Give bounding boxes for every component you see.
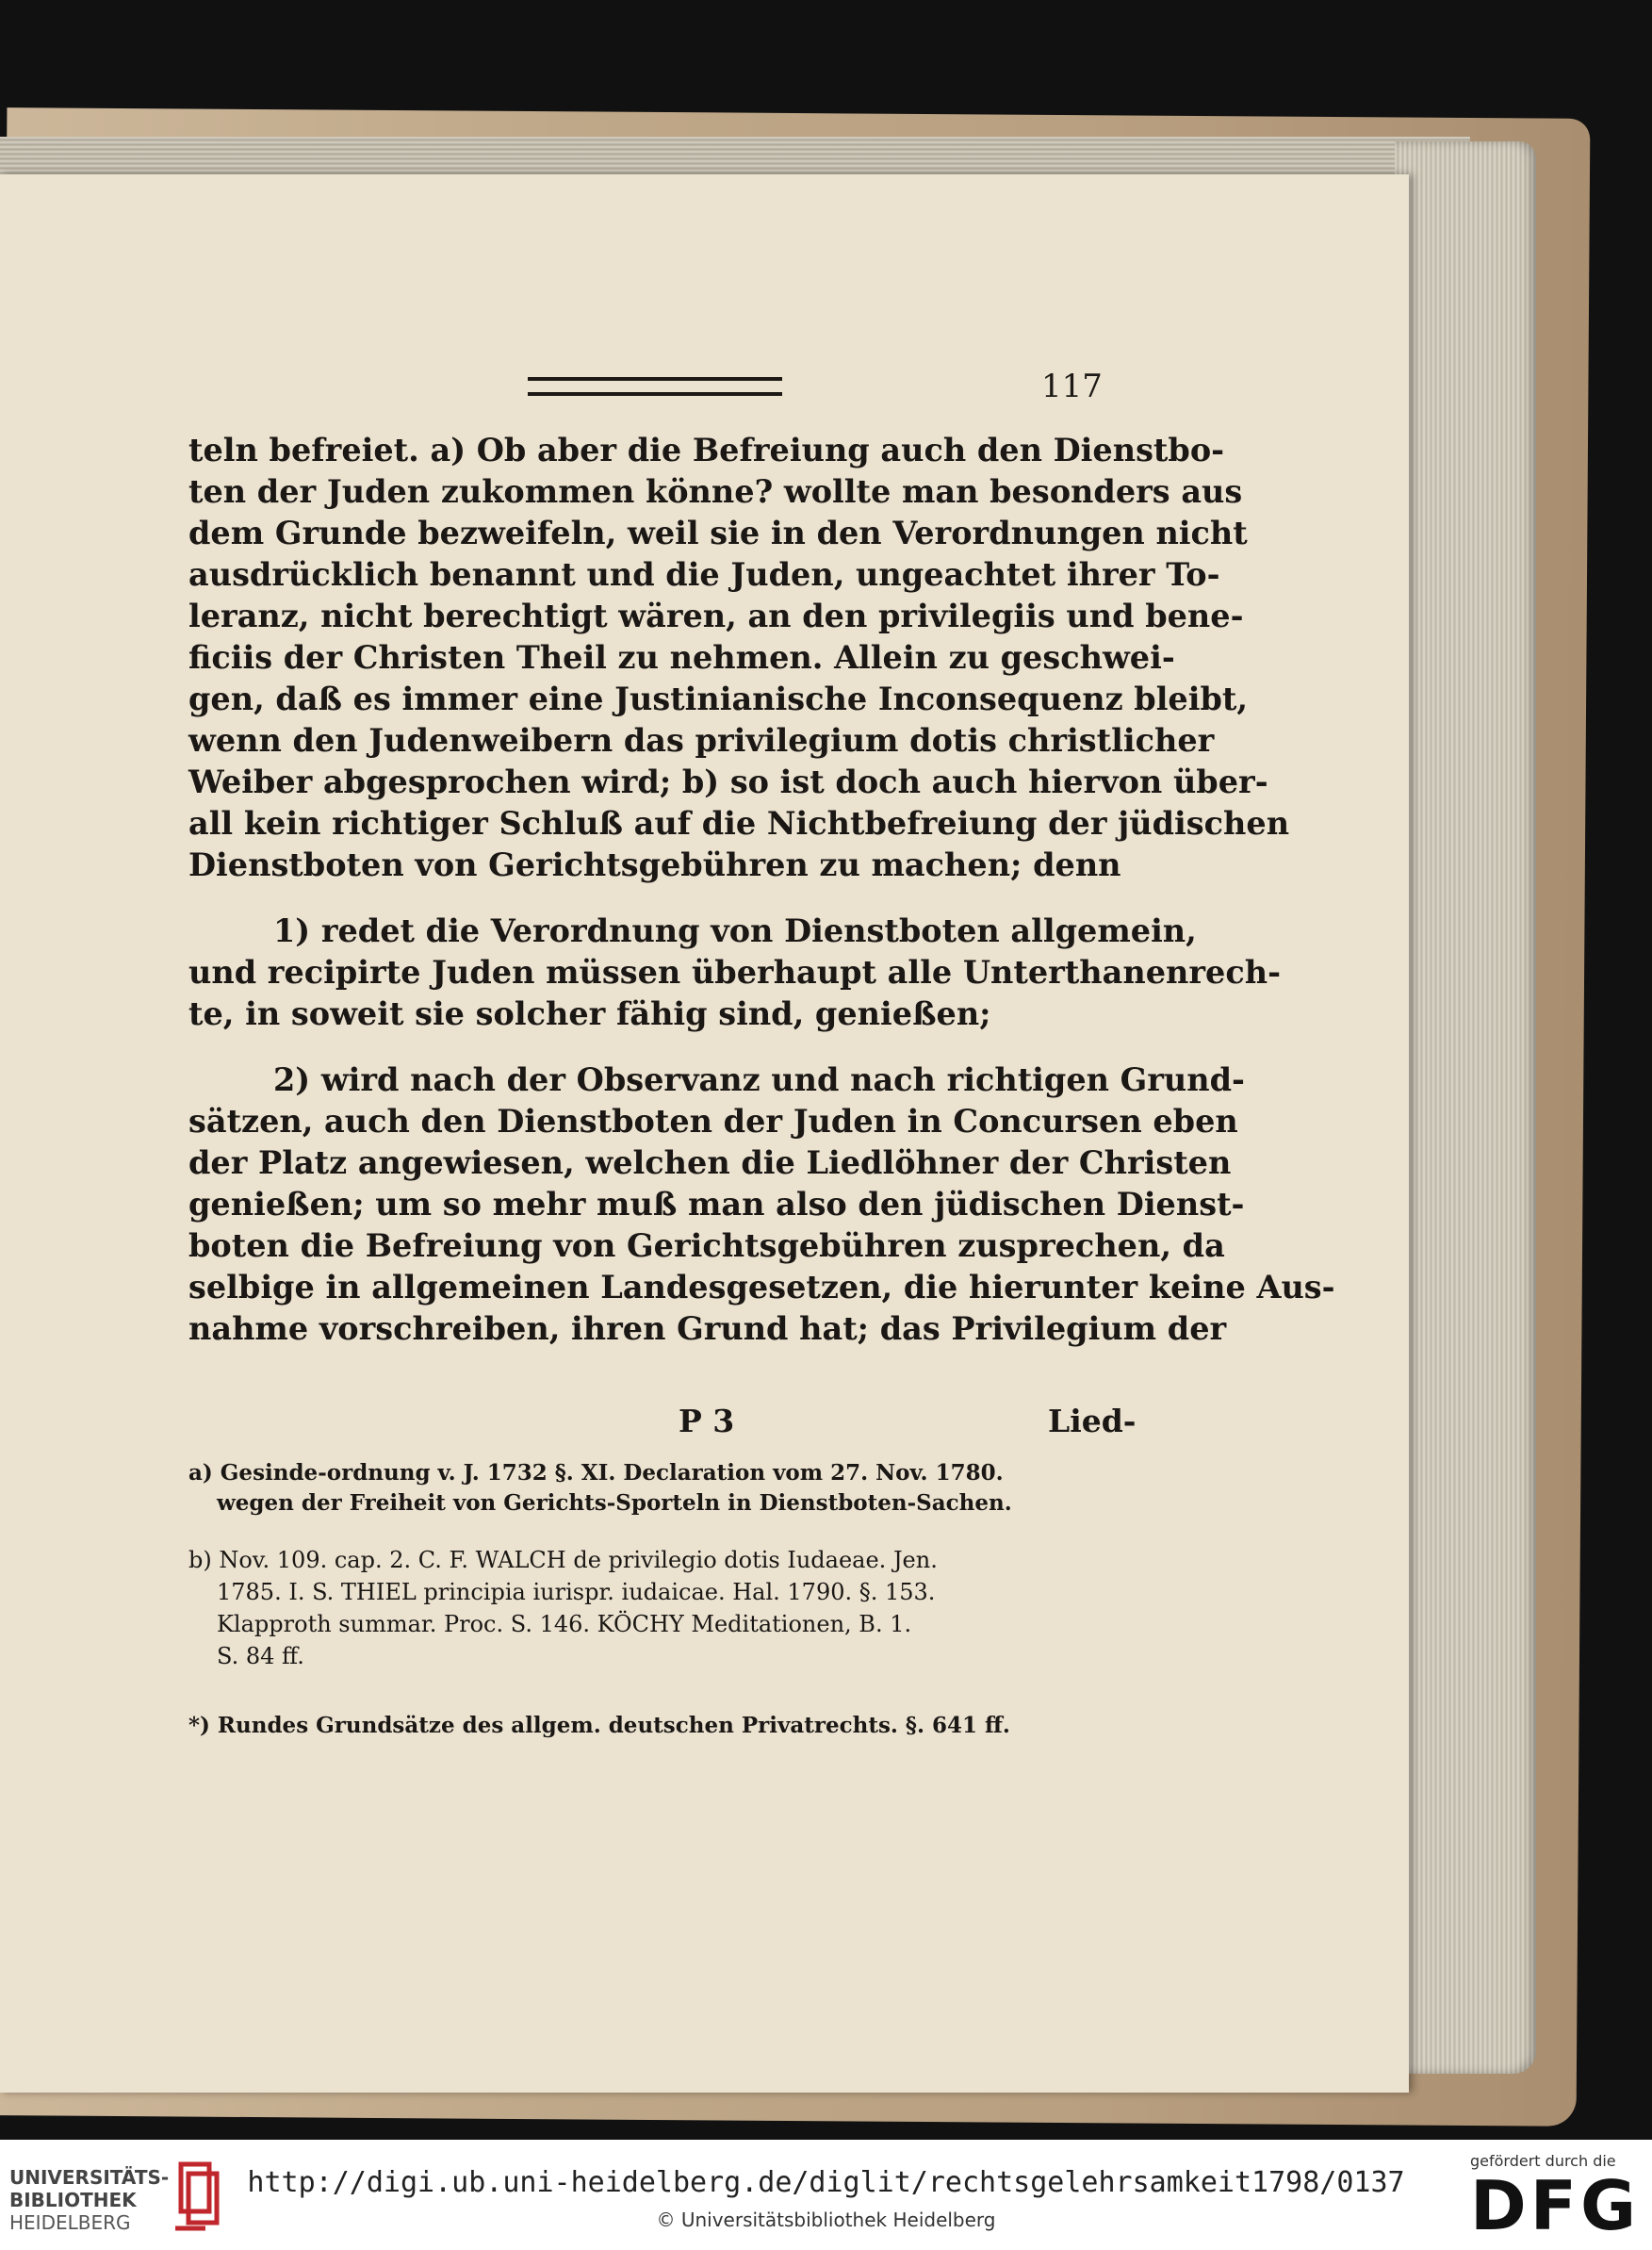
- library-name-line: BIBLIOTHEK: [9, 2189, 137, 2211]
- page-number: 117: [1041, 368, 1103, 405]
- body-line: te, in soweit sie solcher fähig sind, genießen;: [188, 995, 991, 1032]
- footnote-line: 1785. I. S. THIEL principia iurispr. iudaicae. Hal. 1790. §. 153.: [217, 1579, 936, 1605]
- body-line: 1) redet die Verordnung von Dienstboten allgemein,: [273, 912, 1197, 949]
- body-line: all kein richtiger Schluß auf die Nichtbefreiung der jüdischen: [188, 805, 1290, 842]
- dfg-logo: DFG: [1470, 2166, 1641, 2245]
- footnote-line: S. 84 ff.: [217, 1643, 304, 1669]
- signature-mark: P 3: [679, 1403, 735, 1439]
- body-line: boten die Befreiung von Gerichtsgebühren zusprechen, da: [188, 1227, 1225, 1264]
- footnote-line: *) Rundes Grundsätze des allgem. deutschen Privatrechts. §. 641 ff.: [188, 1713, 1010, 1738]
- footnote-line: a) Gesinde-ordnung v. J. 1732 §. XI. Declaration vom 27. Nov. 1780.: [188, 1460, 1004, 1486]
- body-line: Dienstboten von Gerichtsgebühren zu machen; denn: [188, 846, 1121, 883]
- footnote-line: wegen der Freiheit von Gerichts-Sporteln in Dienstboten-Sachen.: [217, 1490, 1012, 1516]
- body-line: genießen; um so mehr muß man also den jüdischen Dienst-: [188, 1186, 1245, 1223]
- body-line: der Platz angewiesen, welchen die Liedlöhner der Christen: [188, 1144, 1232, 1181]
- body-line: ten der Juden zukommen könne? wollte man besonders aus: [188, 473, 1243, 510]
- library-name-line: HEIDELBERG: [9, 2211, 131, 2234]
- copyright-notice: © Universitätsbibliothek Heidelberg: [656, 2209, 996, 2231]
- footnote-line: b) Nov. 109. cap. 2. C. F. WALCH de privilegio dotis Iudaeae. Jen.: [188, 1547, 938, 1573]
- body-line: ficiis der Christen Theil zu nehmen. Allein zu geschwei-: [188, 639, 1175, 676]
- funding-note: gefördert durch die: [1470, 2152, 1616, 2170]
- permalink-url[interactable]: http://digi.ub.uni-heidelberg.de/diglit/rechtsgelehrsamkeit1798/0137: [247, 2166, 1405, 2199]
- footnote-line: Klapproth summar. Proc. S. 146. KÖCHY Meditationen, B. 1.: [217, 1611, 912, 1637]
- body-line: ausdrücklich benannt und die Juden, ungeachtet ihrer To-: [188, 556, 1220, 593]
- body-line: nahme vorschreiben, ihren Grund hat; das Privilegium der: [188, 1310, 1227, 1347]
- body-line: Weiber abgesprochen wird; b) so ist doch auch hiervon über-: [188, 764, 1268, 800]
- body-line: und recipirte Juden müssen überhaupt alle Unterthanenrech-: [188, 954, 1282, 991]
- body-line: sätzen, auch den Dienstboten der Juden in Concursen eben: [188, 1103, 1238, 1140]
- body-line: teln befreiet. a) Ob aber die Befreiung auch den Dienstbo-: [188, 432, 1225, 468]
- header-rule: [528, 377, 782, 396]
- body-line: dem Grunde bezweifeln, weil sie in den Verordnungen nicht: [188, 515, 1248, 551]
- book-fore-edge: [1395, 141, 1536, 2074]
- body-line: gen, daß es immer eine Justinianische Inconsequenz bleibt,: [188, 681, 1249, 717]
- body-line: wenn den Judenweibern das privilegium dotis christlicher: [188, 722, 1215, 759]
- catchword: Lied-: [1048, 1403, 1137, 1439]
- body-line: selbige in allgemeinen Landesgesetzen, die hierunter keine Aus-: [188, 1269, 1335, 1306]
- body-line: 2) wird nach der Observanz und nach richtigen Grund-: [273, 1061, 1245, 1098]
- library-name-line: UNIVERSITÄTS-: [9, 2166, 170, 2189]
- body-line: leranz, nicht berechtigt wären, an den privilegiis und bene-: [188, 598, 1244, 634]
